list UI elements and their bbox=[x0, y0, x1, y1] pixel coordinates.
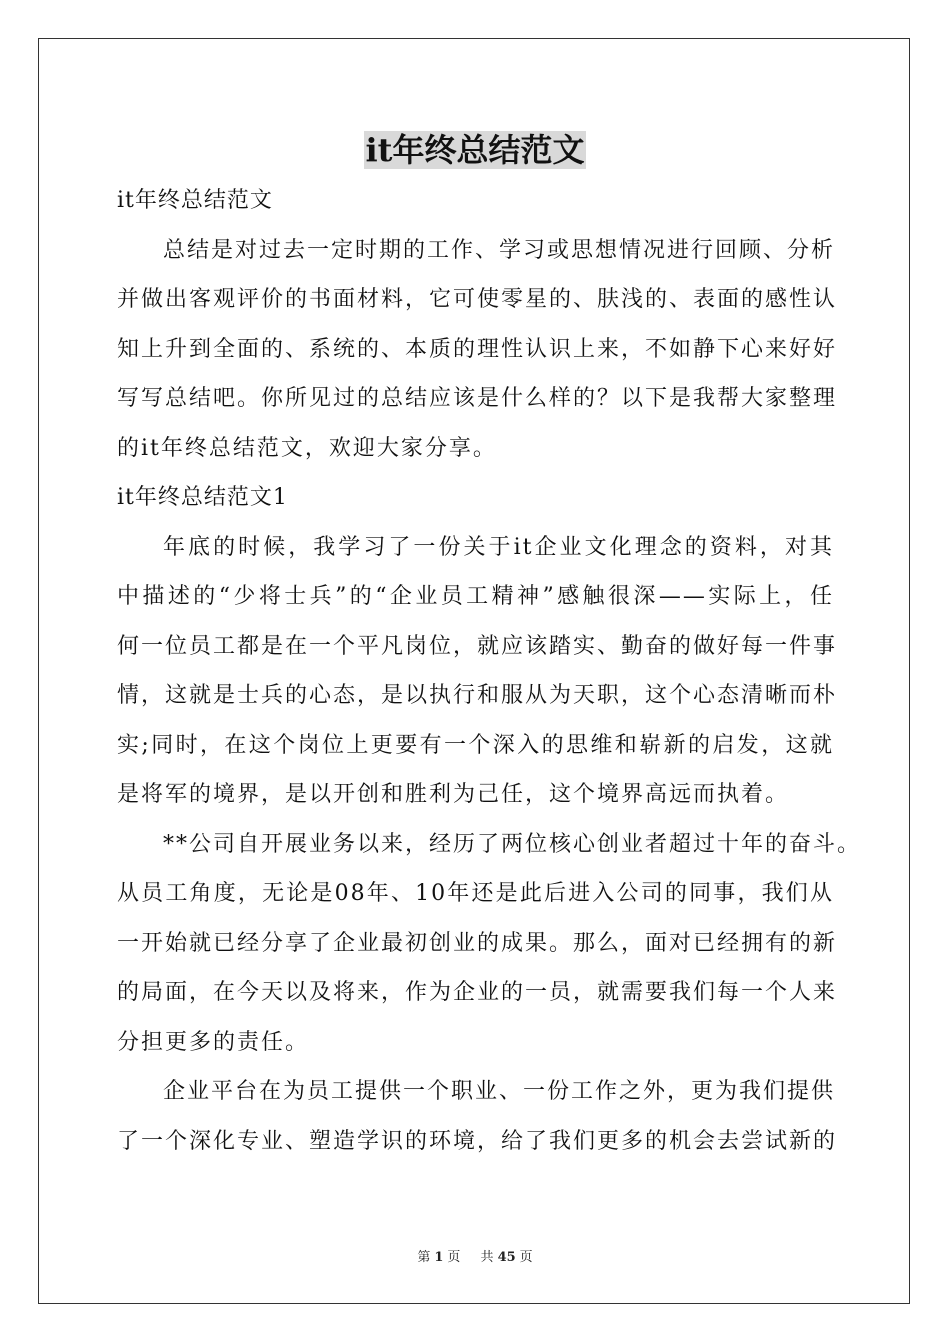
body-line: 并做出客观评价的书面材料，它可使零星的、肤浅的、表面的感性认 bbox=[117, 287, 838, 312]
body-line: 写写总结吧。你所见过的总结应该是什么样的？以下是我帮大家整理 bbox=[117, 386, 838, 411]
body-line: 的局面，在今天以及将来，作为企业的一员，就需要我们每一个人来 bbox=[117, 980, 838, 1005]
body-line: 从员工角度，无论是08年、10年还是此后进入公司的同事，我们从 bbox=[117, 881, 834, 906]
page-footer bbox=[0, 1246, 950, 1265]
body-line: 的it年终总结范文，欢迎大家分享。 bbox=[117, 435, 497, 461]
body-line: 何一位员工都是在一个平凡岗位，就应该踏实、勤奋的做好每一件事 bbox=[117, 633, 838, 659]
body-line: 一开始就已经分享了企业最初创业的成果。那么，面对已经拥有的新 bbox=[117, 930, 838, 956]
body-line: 了一个深化专业、塑造学识的环境，给了我们更多的机会去尝试新的 bbox=[117, 1128, 838, 1154]
page-number: 第 1 页 bbox=[417, 1250, 461, 1265]
body-line: 是将军的境界，是以开创和胜利为己任，这个境界高远而执着。 bbox=[117, 782, 790, 807]
body-line: 中描述的“少将士兵”的“企业员工精神”感触很深——实际上，任 bbox=[117, 584, 834, 609]
body-line: 知上升到全面的、系统的、本质的理性认识上来，不如静下心来好好 bbox=[117, 336, 838, 362]
body-line: 总结是对过去一定时期的工作、学习或思想情况进行回顾、分析 bbox=[163, 237, 836, 263]
document-title-text: it年终总结范文 bbox=[365, 131, 585, 169]
body-line: 年底的时候，我学习了一份关于it企业文化理念的资料，对其 bbox=[163, 534, 834, 560]
body-line: 企业平台在为员工提供一个职业、一份工作之外，更为我们提供 bbox=[163, 1079, 836, 1104]
body-line: 实;同时，在这个岗位上更要有一个深入的思维和崭新的启发，这就 bbox=[117, 732, 834, 758]
document-title bbox=[0, 128, 950, 172]
section-heading: it年终总结范文1 bbox=[117, 485, 288, 510]
body-line: **公司自开展业务以来，经历了两位核心创业者超过十年的奋斗。 bbox=[163, 831, 862, 857]
section-heading: it年终总结范文 bbox=[117, 188, 273, 213]
page-total: 共 45 页 bbox=[480, 1250, 533, 1265]
body-line: 情，这就是士兵的心态，是以执行和服从为天职，这个心态清晰而朴 bbox=[117, 683, 838, 708]
body-line: 分担更多的责任。 bbox=[117, 1029, 310, 1055]
document-body bbox=[117, 176, 862, 1166]
